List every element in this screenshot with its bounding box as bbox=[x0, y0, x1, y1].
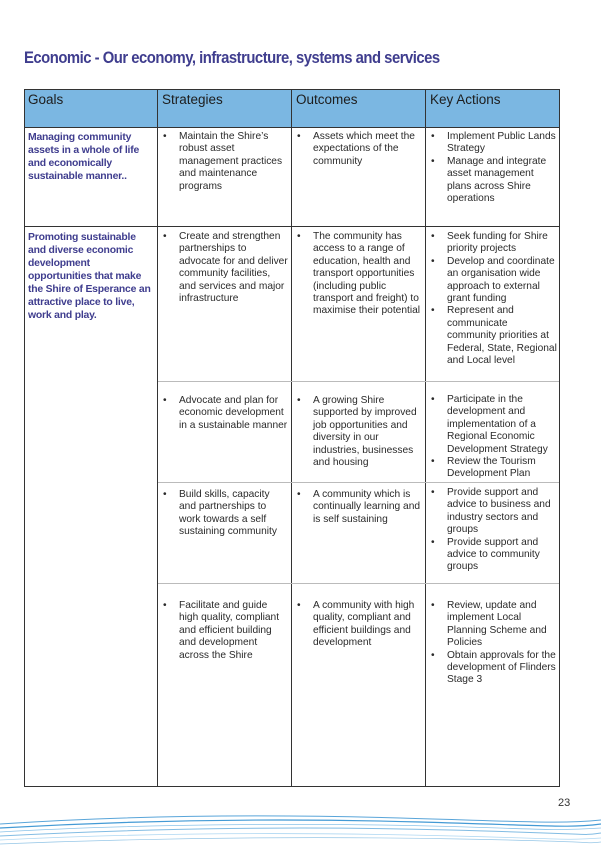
goal-2: Promoting sustainable and diverse economic development opportunities that make the Shire of Esperance an attractive place to live, work and play. bbox=[28, 232, 151, 321]
strategy-cell bbox=[160, 131, 288, 193]
header-outcomes: Outcomes bbox=[296, 92, 358, 107]
table-border-left bbox=[24, 89, 25, 787]
column-divider bbox=[425, 89, 426, 787]
list-item: • The community has access to a range of education, health and transport opportunities (including public transport and freight) to maximise their potential bbox=[294, 231, 425, 318]
list-item: • Seek funding for Shire priority projects bbox=[428, 231, 557, 256]
column-divider bbox=[291, 89, 292, 787]
list-item: • Assets which meet the expectations of the community bbox=[294, 131, 424, 168]
list-item: • Review, update and implement Local Planning Scheme and Policies bbox=[428, 600, 556, 650]
table-border-right bbox=[559, 89, 560, 787]
header-key-actions: Key Actions bbox=[430, 92, 501, 107]
actions-cell bbox=[428, 487, 556, 574]
strategy-cell bbox=[160, 395, 288, 432]
outcome-cell bbox=[294, 395, 422, 469]
outcome-cell bbox=[294, 600, 422, 650]
list-item: • A growing Shire supported by improved job opportunities and diversity in our industries, businesses and housing bbox=[294, 395, 422, 469]
list-item: • Create and strengthen partnerships to advocate for and deliver community facilities, and services and major infrastructure bbox=[160, 231, 288, 305]
strategy-cell bbox=[160, 489, 288, 539]
actions-cell bbox=[428, 231, 557, 367]
list-item: • Develop and coordinate an organisation wide approach to external grant funding bbox=[428, 256, 557, 306]
goal-1: Managing community assets in a whole of life and economically sustainable manner.. bbox=[28, 132, 140, 182]
page-title: Economic - Our economy, infrastructure, systems and services bbox=[24, 49, 440, 67]
header-goals: Goals bbox=[28, 92, 64, 107]
subrow-divider bbox=[158, 381, 559, 382]
row-divider bbox=[24, 226, 560, 227]
header-divider bbox=[24, 127, 560, 128]
list-item: • Advocate and plan for economic development in a sustainable manner bbox=[160, 395, 288, 432]
table-border-bottom bbox=[24, 786, 560, 787]
list-item: • Provide support and advice to business and industry sectors and groups bbox=[428, 487, 556, 537]
column-divider bbox=[157, 89, 158, 787]
outcome-cell bbox=[294, 131, 424, 168]
actions-cell bbox=[428, 600, 556, 687]
list-item: • Obtain approvals for the development of Flinders Stage 3 bbox=[428, 650, 556, 687]
list-item: • Build skills, capacity and partnerships to work towards a self sustaining community bbox=[160, 489, 288, 539]
list-item: • Manage and integrate asset management plans across Shire operations bbox=[428, 156, 556, 206]
subrow-divider bbox=[158, 482, 559, 483]
list-item: • Provide support and advice to community groups bbox=[428, 537, 556, 574]
actions-cell bbox=[428, 394, 556, 481]
list-item: • Implement Public Lands Strategy bbox=[428, 131, 556, 156]
wave-decoration bbox=[0, 808, 601, 850]
header-strategies: Strategies bbox=[162, 92, 223, 107]
list-item: • Review the Tourism Development Plan bbox=[428, 456, 556, 481]
outcome-cell bbox=[294, 231, 425, 318]
goals-table bbox=[24, 89, 560, 787]
list-item: • Maintain the Shire’s robust asset management practices and maintenance programs bbox=[160, 131, 288, 193]
strategy-cell bbox=[160, 231, 288, 305]
outcome-cell bbox=[294, 489, 424, 526]
list-item: • A community which is continually learning and is self sustaining bbox=[294, 489, 424, 526]
page-number: 23 bbox=[558, 797, 571, 809]
list-item: • A community with high quality, compliant and efficient buildings and development bbox=[294, 600, 422, 650]
strategy-cell bbox=[160, 600, 288, 662]
list-item: • Represent and communicate community priorities at Federal, State, Regional and Local level bbox=[428, 305, 557, 367]
list-item: • Facilitate and guide high quality, compliant and efficient building and development across the Shire bbox=[160, 600, 288, 662]
subrow-divider bbox=[158, 583, 559, 584]
actions-cell bbox=[428, 131, 556, 205]
list-item: • Participate in the development and implementation of a Regional Economic Development Strategy bbox=[428, 394, 556, 456]
